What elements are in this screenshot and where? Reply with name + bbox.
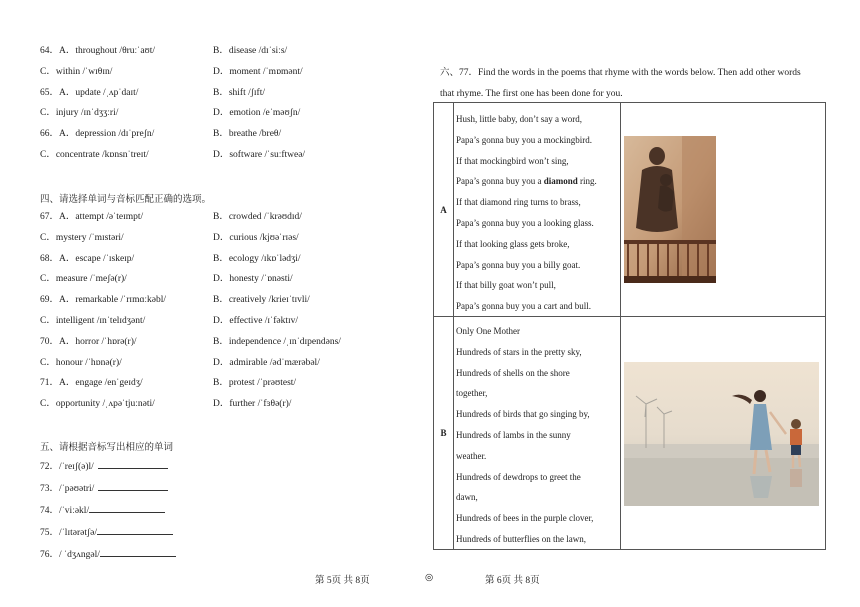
option-line-right: D．honesty /ˈɒnəsti/ <box>213 274 293 285</box>
option-line-right: B．breathe /breθ/ <box>213 129 282 140</box>
page-number-right: 第 6页 共 8页 <box>485 576 540 586</box>
poem-row-b <box>434 317 825 549</box>
phonetic-question <box>40 525 173 539</box>
father-baby-silhouette-image <box>624 136 716 283</box>
option-line-left: 69．A．remarkable /ˈrɪmɑːkəbl/ <box>40 295 167 306</box>
option-line-right: B．crowded /ˈkrəʊdɪd/ <box>213 212 302 222</box>
mother-child-beach-image <box>624 362 819 506</box>
option-line-left: C．mystery /ˈmɪstəri/ <box>40 232 124 243</box>
poem-a-line: If that billy goat won’t pull, <box>456 280 556 291</box>
phonetic-question <box>40 503 165 517</box>
option-line-left: C．intelligent /ɪnˈtelɪdʒənt/ <box>40 316 146 326</box>
option-line-right: B．independence /ˌɪnˈdɪpendəns/ <box>213 336 341 347</box>
poem-a-line: Papa’s gonna buy you a looking glass. <box>456 217 594 228</box>
phonetic-question <box>40 481 168 495</box>
option-line-right: B．disease /dɪˈsiːs/ <box>213 46 288 56</box>
answer-blank[interactable] <box>97 525 173 535</box>
poem-a-line: If that looking glass gets broke, <box>456 238 570 249</box>
poem-b-label: B <box>434 317 454 549</box>
poem-b-text <box>456 321 619 550</box>
option-line-right: D．effective /ɪˈfəktɪv/ <box>213 316 299 326</box>
page-number-left: 第 5页 共 8页 <box>315 576 370 586</box>
phonetic-text: 76．/ ˈdʒʌngəl/ <box>40 550 100 560</box>
option-line-right: D．emotion /eˈməʊʃn/ <box>213 108 301 119</box>
poem-a-line: If that diamond ring turns to brass, <box>456 197 581 208</box>
section-5-title: 五、请根据音标写出相应的单词 <box>40 443 174 453</box>
poem-b-line: Hundreds of shells on the shore <box>456 367 570 378</box>
poem-a-line: Papa’s gonna buy you a billy goat. <box>456 259 581 270</box>
phonetic-text: 73．/ˈpəʊətri/ <box>40 484 95 494</box>
section-4-title: 四、请选择单词与音标匹配正确的选项。 <box>40 195 212 205</box>
option-line-left: C．honour /ˈhɒnə(r)/ <box>40 357 122 368</box>
answer-blank[interactable] <box>98 459 168 469</box>
answer-blank[interactable] <box>89 503 165 513</box>
option-line-left: C．measure /ˈmeʃə(r)/ <box>40 274 127 285</box>
option-line-left: C．concentrate /kɒnsnˈtreɪt/ <box>40 150 149 160</box>
option-line-right: D．admirable /ədˈmærəbəl/ <box>213 357 320 368</box>
option-line-left: 64．A．throughout /θruːˈaʊt/ <box>40 46 156 56</box>
option-line-left: 70．A．horror /ˈhɒrə(r)/ <box>40 336 137 347</box>
option-line-left: C．opportunity /ˌʌpəˈtjuːnəti/ <box>40 399 155 410</box>
poem-a-line: Papa’s gonna buy you a mockingbird. <box>456 134 592 145</box>
poem-table <box>433 102 826 550</box>
poem-b-line: Hundreds of butterflies on the lawn, <box>456 533 586 544</box>
phonetic-question <box>40 547 176 561</box>
phonetic-text: 72．/ˈreɪʃ(ə)l/ <box>40 462 94 472</box>
poem-b-line: Hundreds of dewdrops to greet the <box>456 471 581 482</box>
option-line-left: 67．A．attempt /əˈteɪmpt/ <box>40 212 144 222</box>
option-line-right: D．software /ˈsuːftweə/ <box>213 150 306 160</box>
phonetic-text: 75．/ˈlɪtərətʃə/ <box>40 528 97 538</box>
answer-blank[interactable] <box>100 547 176 557</box>
option-line-left: C．injury /ɪnˈdʒʒːri/ <box>40 108 119 119</box>
poem-b-line: Only One Mother <box>456 326 520 336</box>
answer-blank[interactable] <box>98 481 168 491</box>
option-line-right: D．curious /kjʊəˈrɪəs/ <box>213 232 299 243</box>
poem-row-a <box>434 103 825 317</box>
option-line-right: D．further /ˈfɜθə(r)/ <box>213 399 292 410</box>
rhyme-example-word: diamond <box>543 176 578 187</box>
poem-b-line: Hundreds of bees in the purple clover, <box>456 513 594 524</box>
poem-b-line: weather. <box>456 450 487 461</box>
poem-a-line: Papa’s gonna buy you a cart and bull. <box>456 301 591 312</box>
poem-a-text <box>456 109 619 317</box>
option-line-left: 71．A．engage /enˈgeɪdʒ/ <box>40 378 143 389</box>
poem-b-line: dawn, <box>456 492 478 503</box>
option-line-right: B．protest /ˈprəʊtest/ <box>213 378 297 389</box>
phonetic-text: 74．/ˈviːəkl/ <box>40 506 90 516</box>
option-line-left: 66．A．depression /dɪˈpreʃn/ <box>40 129 155 140</box>
phonetic-question <box>40 459 168 473</box>
poem-b-line: Hundreds of stars in the pretty sky, <box>456 346 582 357</box>
option-line-left: 65．A．update /ˌʌpˈdaɪt/ <box>40 87 139 98</box>
poem-a-label: A <box>434 103 454 316</box>
center-mark: ◎ <box>425 573 434 583</box>
question-77-instruction-cont: that rhyme. The first one has been done for you. <box>440 89 623 99</box>
poem-a-line: Papa’s gonna buy you a diamond ring. <box>456 176 597 187</box>
option-line-left: C．within /ˈwɪθɪn/ <box>40 66 113 77</box>
poem-a-line: If that mockingbird won’t sing, <box>456 155 569 166</box>
option-line-right: D．moment /ˈmɒmənt/ <box>213 66 303 77</box>
option-line-right: B．creatively /krieɪˈtɪvli/ <box>213 295 310 306</box>
poem-b-line: Hundreds of lambs in the sunny <box>456 429 571 440</box>
poem-b-line: together, <box>456 388 488 399</box>
option-line-right: B．shift /ʃɪft/ <box>213 87 265 98</box>
option-line-right: B．ecology /ɪkɒˈlədʒi/ <box>213 253 301 264</box>
question-77-instruction: 六、77．Find the words in the poems that rhyme with the words below. Then add other words <box>440 68 801 78</box>
option-line-left: 68．A．escape /ˈɪskeɪp/ <box>40 253 135 264</box>
poem-b-line: Hundreds of birds that go singing by, <box>456 409 590 420</box>
poem-a-line: Hush, little baby, don’t say a word, <box>456 114 582 124</box>
